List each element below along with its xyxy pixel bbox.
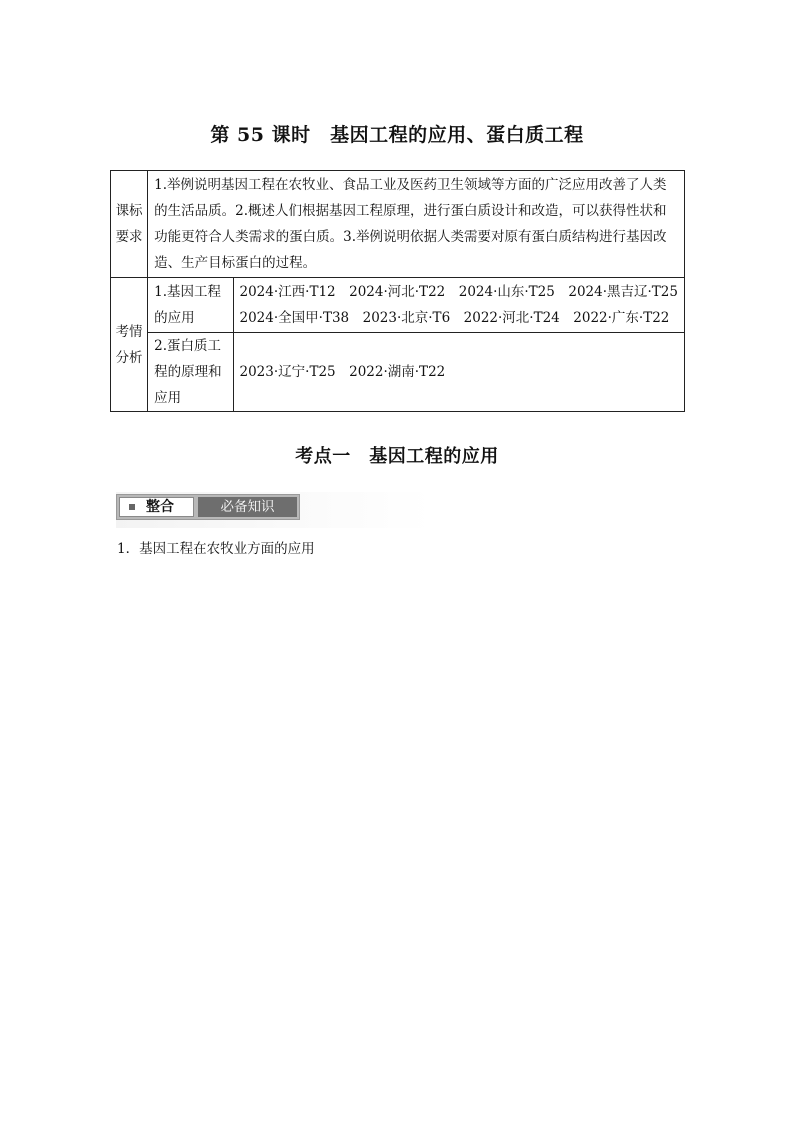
topic-name: 1.基因工程的应用 [148,278,233,333]
section-tag [119,497,194,517]
exam-list [233,333,685,412]
page-title: 第 55 课时 基因工程的应用、蛋白质工程 [210,124,584,146]
exam-line: 2023·辽宁·T25 2022·湖南·T22 [239,364,446,380]
table-row [111,278,685,333]
square-bullet-icon [129,504,135,510]
table-row [111,333,685,412]
section-title: 考点一 基因工程的应用 [295,446,499,467]
exam-analysis-label: 考情分析 [111,278,148,412]
section-tag-label: 整合 [146,499,174,515]
exam-line: 2024·全国甲·T38 2023·北京·T6 2022·河北·T24 2022·广东·T22 [239,310,670,326]
topic-name: 2.蛋白质工程的原理和应用 [148,333,233,412]
section-tag-sub: 必备知识 [198,497,297,517]
exam-line: 2024·江西·T12 2024·河北·T22 2024·山东·T25 2024·黑吉辽·T25 [239,284,678,300]
curriculum-requirement-label: 课标要求 [111,171,148,278]
table-row [111,171,685,278]
list-item: 1．基因工程在农牧业方面的应用 [117,541,315,557]
curriculum-requirement-text: 1.举例说明基因工程在农牧业、食品工业及医药卫生领域等方面的广泛应用改善了人类的生活品质。2.概述人们根据基因工程原理，进行蛋白质设计和改造，可以获得性状和功能更符合人类需求的蛋白质。3.举例说明依据人类需要对原有蛋白质结构进行基因改造、生产目标蛋白的过程。 [148,171,685,278]
exam-list [233,278,685,333]
curriculum-table [110,170,685,412]
